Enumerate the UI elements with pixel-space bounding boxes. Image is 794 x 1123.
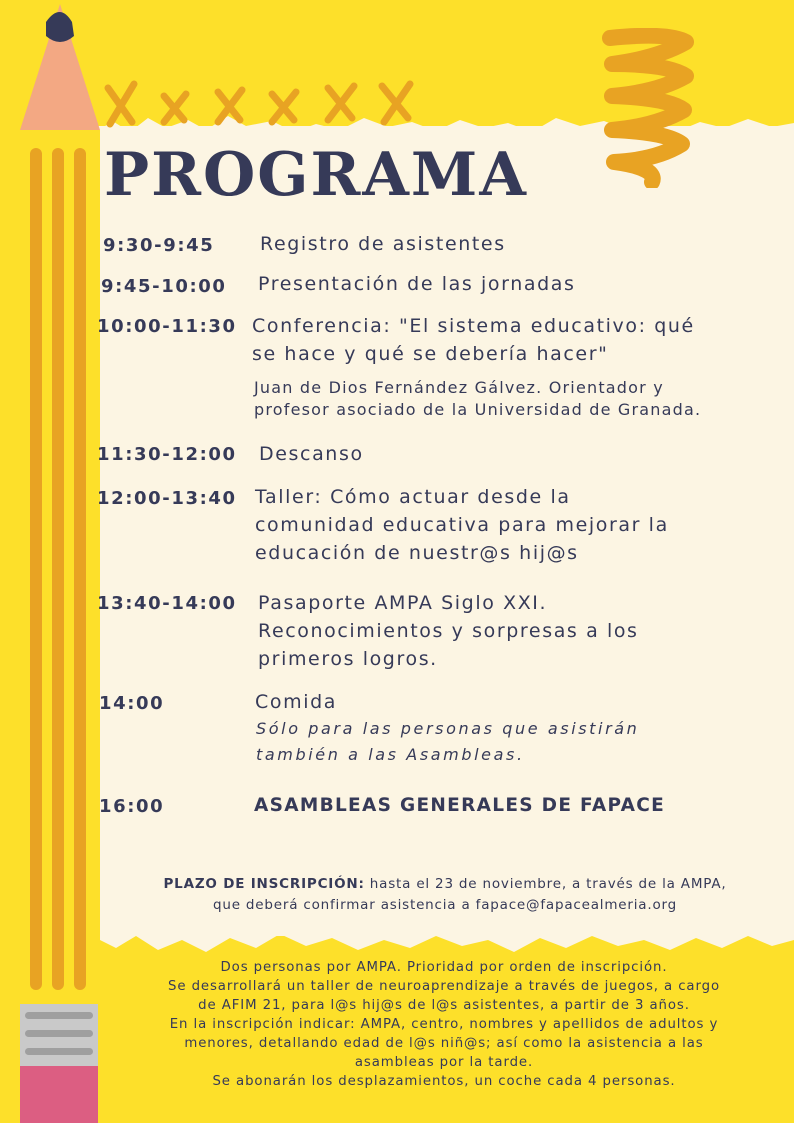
deadline-label: PLAZO DE INSCRIPCIÓN: bbox=[163, 876, 365, 892]
schedule-activity: educación de nuestr@s hij@s bbox=[255, 542, 579, 564]
speaker-line: Juan de Dios Fernández Gálvez. Orientador y bbox=[254, 378, 664, 397]
deadline-text: hasta el 23 de noviembre, a través de la AMPA, bbox=[364, 876, 727, 892]
schedule-activity: comunidad educativa para mejorar la bbox=[255, 514, 669, 536]
squiggle-brush-stroke bbox=[598, 28, 694, 188]
schedule-time: 9:45-10:00 bbox=[101, 276, 227, 297]
schedule-note: Sólo para las personas que asistirán bbox=[256, 719, 640, 738]
x-mark-icon bbox=[108, 84, 134, 124]
registration-deadline bbox=[96, 874, 794, 916]
schedule-time: 11:30-12:00 bbox=[97, 444, 237, 465]
schedule-activity: Reconocimientos y sorpresas a los bbox=[258, 620, 639, 642]
footer-line: En la inscripción indicar: AMPA, centro, nombres y apellidos de adultos y bbox=[169, 1017, 719, 1032]
x-marks-row bbox=[100, 74, 420, 134]
schedule-time: 13:40-14:00 bbox=[97, 593, 237, 614]
schedule-activity: Taller: Cómo actuar desde la bbox=[255, 486, 571, 508]
footer-line: asambleas por la tarde. bbox=[354, 1055, 534, 1070]
x-mark-icon bbox=[164, 94, 186, 122]
schedule-activity: Registro de asistentes bbox=[260, 233, 506, 255]
schedule-activity: Pasaporte AMPA Siglo XXI. bbox=[258, 592, 548, 614]
schedule-activity: se hace y qué se debería hacer" bbox=[252, 343, 609, 365]
footer-line: menores, detallando edad de l@s niñ@s; así como la asistencia a las bbox=[184, 1036, 704, 1051]
footer-notes bbox=[110, 958, 778, 1091]
footer-line: Dos personas por AMPA. Prioridad por orden de inscripción. bbox=[220, 960, 668, 975]
schedule-activity: Presentación de las jornadas bbox=[258, 273, 576, 295]
page-title: PROGRAMA bbox=[104, 140, 528, 210]
pencil-illustration bbox=[0, 0, 100, 1123]
schedule-time: 12:00-13:40 bbox=[97, 488, 237, 509]
x-mark-icon bbox=[382, 84, 410, 122]
deadline-contact: que deberá confirmar asistencia a fapace@fapacealmeria.org bbox=[212, 897, 678, 913]
footer-line: Se desarrollará un taller de neuroaprendizaje a través de juegos, a cargo bbox=[168, 979, 720, 994]
footer-line: de AFIM 21, para l@s hij@s de l@s asistentes, a partir de 3 años. bbox=[198, 998, 690, 1013]
x-mark-icon bbox=[328, 86, 354, 120]
schedule-time: 14:00 bbox=[99, 693, 165, 714]
x-mark-icon bbox=[272, 92, 296, 122]
schedule-time: 10:00-11:30 bbox=[97, 316, 237, 337]
schedule-activity: Conferencia: "El sistema educativo: qué bbox=[252, 315, 695, 337]
schedule-note: también a las Asambleas. bbox=[256, 745, 525, 764]
schedule-time: 9:30-9:45 bbox=[103, 235, 215, 256]
footer-line: Se abonarán los desplazamientos, un coche cada 4 personas. bbox=[212, 1074, 676, 1089]
schedule-activity: Descanso bbox=[259, 443, 364, 465]
schedule-activity: primeros logros. bbox=[258, 648, 438, 670]
schedule-time: 16:00 bbox=[99, 796, 165, 817]
paper-torn-edge-bottom bbox=[96, 926, 794, 956]
speaker-line: profesor asociado de la Universidad de Granada. bbox=[254, 400, 702, 419]
schedule-activity: Comida bbox=[255, 691, 337, 713]
schedule-activity: ASAMBLEAS GENERALES DE FAPACE bbox=[254, 795, 666, 816]
x-mark-icon bbox=[218, 90, 242, 122]
